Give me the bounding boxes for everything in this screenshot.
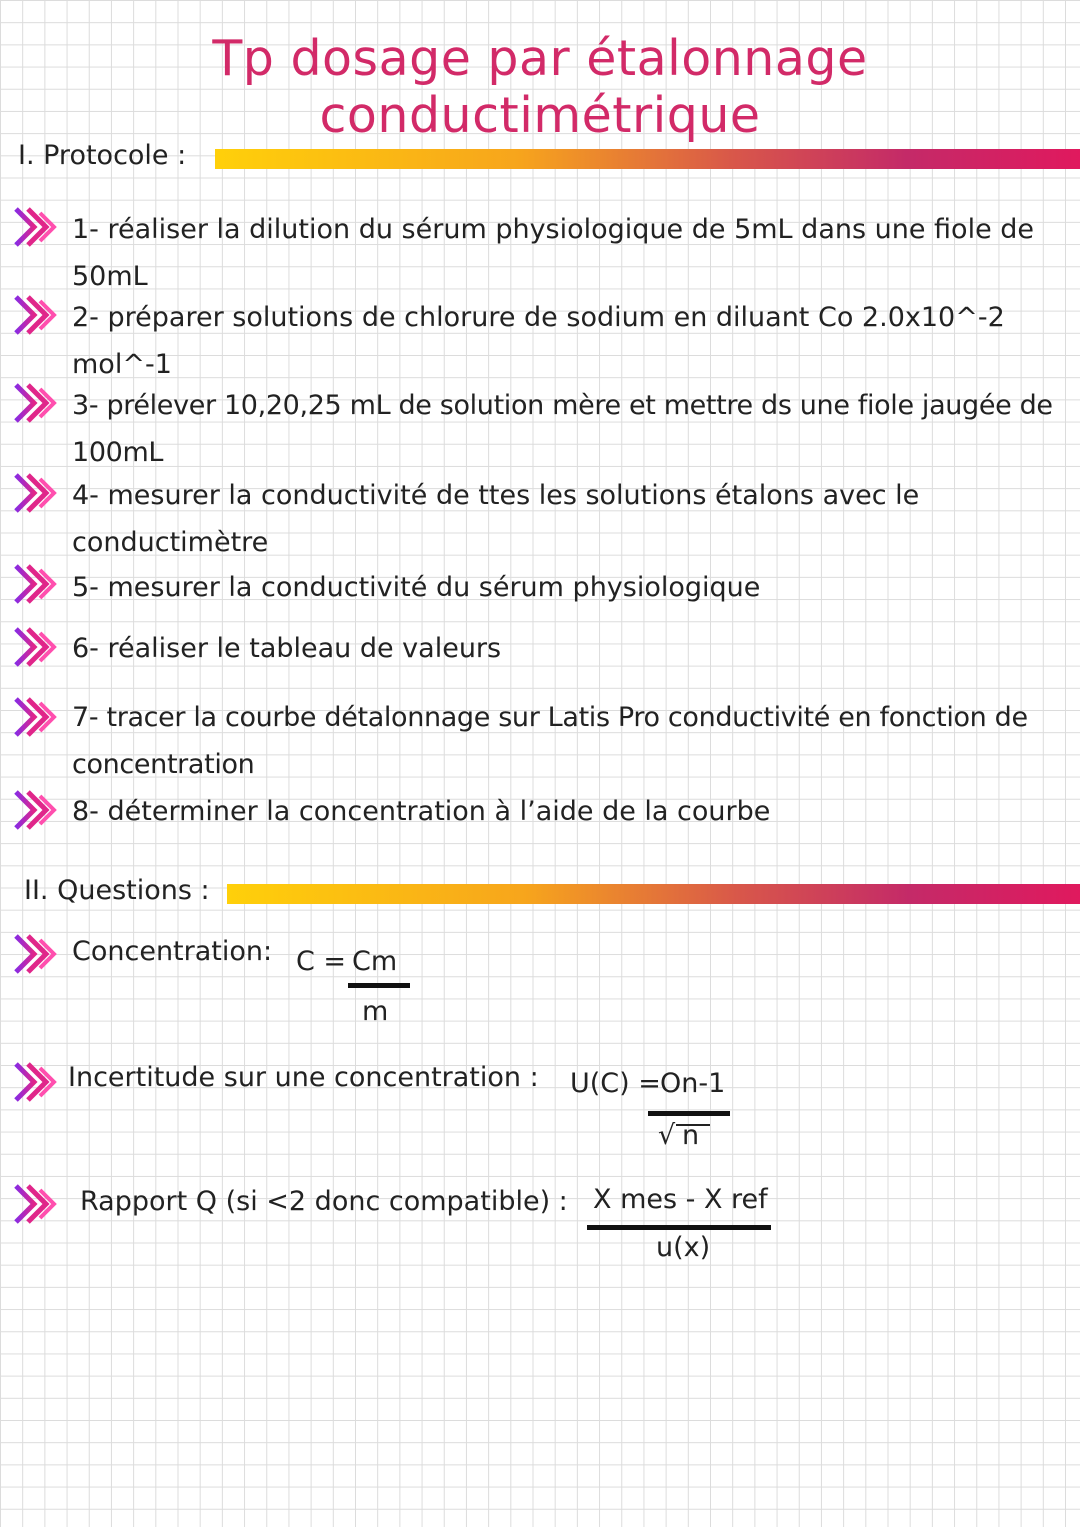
rapport-numerator: X mes - X ref — [593, 1184, 768, 1215]
protocol-step — [72, 625, 1080, 672]
step-line: conductimètre — [72, 527, 269, 558]
sqrt-icon: √ — [658, 1120, 676, 1151]
double-chevron-icon — [14, 473, 64, 513]
step-line: 7- tracer la courbe détalonnage sur Latis Pro conductivité en fonction de — [72, 702, 1028, 733]
incertitude-lhs: U(C) = — [570, 1068, 661, 1099]
protocol-step — [72, 564, 1080, 611]
protocol-step — [72, 206, 1080, 300]
fraction-bar — [587, 1225, 771, 1230]
step-line: 8- déterminer la concentration à l’aide de la courbe — [72, 796, 771, 827]
double-chevron-icon — [14, 383, 64, 423]
step-line: 3- prélever 10,20,25 mL de solution mère et mettre ds une fiole jaugée de — [72, 390, 1053, 421]
protocol-step — [72, 472, 1080, 566]
step-line: mol^-1 — [72, 349, 172, 380]
fraction-bar — [648, 1111, 730, 1116]
double-chevron-icon — [14, 1184, 64, 1224]
concentration-label: Concentration: — [72, 936, 273, 967]
protocol-step — [72, 382, 1080, 476]
fraction-bar — [348, 983, 410, 988]
double-chevron-icon — [14, 934, 64, 974]
step-line: concentration — [72, 749, 255, 780]
incertitude-denominator: n — [682, 1120, 700, 1151]
concentration-denominator: m — [362, 996, 389, 1027]
concentration-lhs: C = — [296, 946, 347, 977]
incertitude-numerator: On-1 — [660, 1068, 726, 1099]
page-title: Tp dosage par étalonnage conductimétrique — [212, 30, 868, 144]
protocol-step — [72, 694, 1080, 788]
incertitude-label: Incertitude sur une concentration : — [68, 1062, 539, 1093]
protocol-step — [72, 294, 1080, 388]
protocol-step — [72, 788, 1080, 835]
double-chevron-icon — [14, 207, 64, 247]
section-divider-bar — [227, 884, 1080, 904]
double-chevron-icon — [14, 564, 64, 604]
section-heading-questions: II. Questions : — [24, 875, 210, 906]
rapport-denominator: u(x) — [656, 1232, 711, 1263]
step-line: 2- préparer solutions de chlorure de sodium en diluant Co 2.0x10^-2 — [72, 302, 1005, 333]
double-chevron-icon — [14, 295, 64, 335]
step-line: 6- réaliser le tableau de valeurs — [72, 633, 502, 664]
step-line: 5- mesurer la conductivité du sérum physiologique — [72, 572, 761, 603]
double-chevron-icon — [14, 790, 64, 830]
step-line: 1- réaliser la dilution du sérum physiologique de 5mL dans une fiole de — [72, 214, 1035, 245]
step-line: 50mL — [72, 261, 148, 292]
section-heading-protocole: I. Protocole : — [18, 140, 187, 171]
step-line: 4- mesurer la conductivité de ttes les solutions étalons avec le — [72, 480, 920, 511]
double-chevron-icon — [14, 697, 64, 737]
concentration-numerator: Cm — [352, 946, 398, 977]
double-chevron-icon — [14, 1062, 64, 1102]
double-chevron-icon — [14, 627, 64, 667]
rapport-label: Rapport Q (si <2 donc compatible) : — [80, 1186, 568, 1217]
step-line: 100mL — [72, 437, 164, 468]
section-divider-bar — [215, 149, 1080, 169]
